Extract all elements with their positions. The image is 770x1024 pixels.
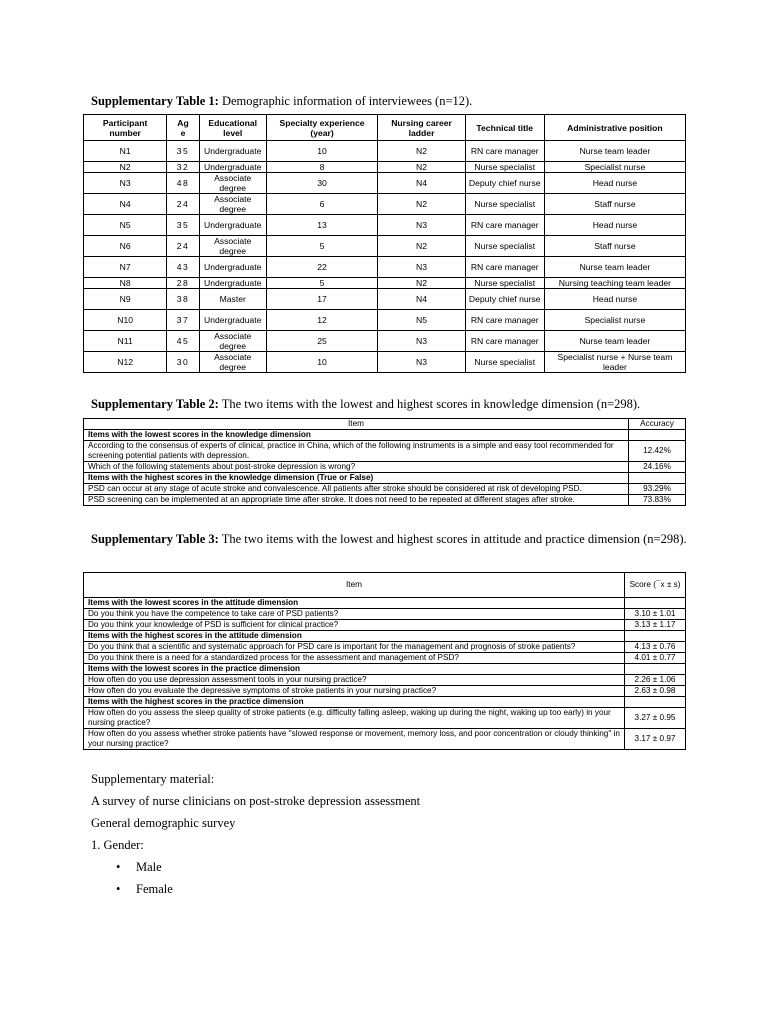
item-text: PSD can occur at any stage of acute stroke and convalescence. All patients after stroke should be considered at risk of developing PSD. bbox=[84, 484, 629, 495]
item-text: How often do you assess the sleep quality of stroke patients (e.g. difficulty falling asleep, waking up during the night, waking up too early) in your nursing practice? bbox=[84, 708, 625, 729]
table-cell: 17 bbox=[266, 289, 378, 310]
table-row bbox=[84, 686, 686, 697]
table-cell: Head nurse bbox=[544, 173, 685, 194]
table-cell: Deputy chief nurse bbox=[465, 289, 544, 310]
item-text: PSD screening can be implemented at an appropriate time after stroke. It does not need to be repeated at different stages after stroke. bbox=[84, 495, 629, 506]
table3-caption-label: Supplementary Table 3: bbox=[91, 532, 219, 546]
group-row bbox=[84, 697, 686, 708]
item-text: Do you think you have the competence to take care of PSD patients? bbox=[84, 609, 625, 620]
table-cell: Undergraduate bbox=[199, 278, 266, 289]
item-value: 4.13 ± 0.76 bbox=[625, 642, 686, 653]
table-row bbox=[84, 642, 686, 653]
group-row bbox=[84, 473, 686, 484]
group-label: Items with the highest scores in the practice dimension bbox=[84, 697, 625, 708]
table-cell: Specialist nurse + Nurse team leader bbox=[544, 352, 685, 373]
option-label: Male bbox=[136, 860, 162, 874]
table1-header-cell: Ag e bbox=[167, 115, 199, 141]
table-cell: Associate degree bbox=[199, 236, 266, 257]
table-cell: N2 bbox=[378, 194, 465, 215]
table-cell: 5 bbox=[266, 278, 378, 289]
table-row bbox=[84, 215, 686, 236]
table-cell: N2 bbox=[378, 278, 465, 289]
table-cell: 10 bbox=[266, 352, 378, 373]
table-row bbox=[84, 278, 686, 289]
table-cell: RN care manager bbox=[465, 141, 544, 162]
table-cell: 22 bbox=[266, 257, 378, 278]
bullet-icon: • bbox=[116, 882, 121, 896]
table-cell: 28 bbox=[167, 278, 199, 289]
table-cell: Staff nurse bbox=[544, 236, 685, 257]
table-cell: N2 bbox=[378, 162, 465, 173]
table-cell: 13 bbox=[266, 215, 378, 236]
table1-header-cell: Specialty experience (year) bbox=[266, 115, 378, 141]
table-cell: N4 bbox=[84, 194, 167, 215]
table-cell: 38 bbox=[167, 289, 199, 310]
table-cell: 30 bbox=[167, 352, 199, 373]
table-cell: Nurse team leader bbox=[544, 257, 685, 278]
table-row bbox=[84, 675, 686, 686]
table3-caption-text: The two items with the lowest and highest scores in attitude and practice dimension (n=298). bbox=[218, 532, 687, 546]
table-cell: RN care manager bbox=[465, 215, 544, 236]
table1-header-cell: Administrative position bbox=[544, 115, 685, 141]
table-cell: Deputy chief nurse bbox=[465, 173, 544, 194]
table-cell: N2 bbox=[378, 236, 465, 257]
table-cell: Undergraduate bbox=[199, 141, 266, 162]
item-value bbox=[625, 631, 686, 642]
item-text: How often do you assess whether stroke patients have "slowed response or movement, memory loss, and poor concentration or cloudy thinking" in your nursing practice? bbox=[84, 729, 625, 750]
table1-header-cell: Educational level bbox=[199, 115, 266, 141]
option-female bbox=[116, 882, 173, 897]
table-cell: 37 bbox=[167, 310, 199, 331]
table-row bbox=[84, 289, 686, 310]
option-male bbox=[116, 860, 162, 875]
table2-caption-label: Supplementary Table 2: bbox=[91, 397, 219, 411]
table-cell: N3 bbox=[84, 173, 167, 194]
item-value bbox=[629, 473, 686, 484]
demographics-table bbox=[83, 114, 686, 373]
table-cell: N10 bbox=[84, 310, 167, 331]
table-cell: N3 bbox=[378, 257, 465, 278]
item-text: Do you think there is a need for a standardized process for the assessment and management of PSD? bbox=[84, 653, 625, 664]
item-value: 3.10 ± 1.01 bbox=[625, 609, 686, 620]
table3-body bbox=[84, 598, 686, 750]
item-value: 73.83% bbox=[629, 495, 686, 506]
item-value bbox=[625, 598, 686, 609]
table-cell: 24 bbox=[167, 236, 199, 257]
table-row bbox=[84, 162, 686, 173]
table1-header-cell: Participant number bbox=[84, 115, 167, 141]
table-cell: 5 bbox=[266, 236, 378, 257]
item-text: According to the consensus of experts of clinical, practice in China, which of the following instruments is a simple and easy tool recommended for screening potential patients with depression. bbox=[84, 441, 629, 462]
table-row bbox=[84, 653, 686, 664]
knowledge-table bbox=[83, 418, 686, 506]
item-value: 3.27 ± 0.95 bbox=[625, 708, 686, 729]
item-text: How often do you evaluate the depressive symptoms of stroke patients in your nursing practice? bbox=[84, 686, 625, 697]
survey-section: General demographic survey bbox=[91, 816, 236, 830]
table1-header-cell: Technical title bbox=[465, 115, 544, 141]
table2-header-item: Item bbox=[84, 419, 629, 430]
item-value: 2.26 ± 1.06 bbox=[625, 675, 686, 686]
table3-caption bbox=[91, 528, 691, 550]
table-row bbox=[84, 194, 686, 215]
table-row bbox=[84, 609, 686, 620]
table-cell: N4 bbox=[378, 173, 465, 194]
table-cell: 25 bbox=[266, 331, 378, 352]
table1-header-cell: Nursing career ladder bbox=[378, 115, 465, 141]
table-row bbox=[84, 257, 686, 278]
group-label: Items with the highest scores in the attitude dimension bbox=[84, 631, 625, 642]
item-value: 2.63 ± 0.98 bbox=[625, 686, 686, 697]
group-label: Items with the lowest scores in the knowledge dimension bbox=[84, 430, 629, 441]
table-cell: N4 bbox=[378, 289, 465, 310]
group-label: Items with the lowest scores in the practice dimension bbox=[84, 664, 625, 675]
attitude-practice-table bbox=[83, 572, 686, 750]
table-cell: RN care manager bbox=[465, 331, 544, 352]
table-cell: 10 bbox=[266, 141, 378, 162]
table-cell: N2 bbox=[378, 141, 465, 162]
item-value bbox=[625, 664, 686, 675]
table-cell: 8 bbox=[266, 162, 378, 173]
table-cell: Specialist nurse bbox=[544, 310, 685, 331]
table-cell: 35 bbox=[167, 141, 199, 162]
table2-header-value: Accuracy bbox=[629, 419, 686, 430]
table-cell: RN care manager bbox=[465, 257, 544, 278]
table-cell: Nurse specialist bbox=[465, 162, 544, 173]
table-cell: N6 bbox=[84, 236, 167, 257]
table-row bbox=[84, 173, 686, 194]
table-cell: Head nurse bbox=[544, 215, 685, 236]
table-cell: Associate degree bbox=[199, 331, 266, 352]
table-cell: 6 bbox=[266, 194, 378, 215]
table-cell: Nurse specialist bbox=[465, 352, 544, 373]
table-cell: Nurse specialist bbox=[465, 278, 544, 289]
item-value bbox=[625, 697, 686, 708]
table-cell: Undergraduate bbox=[199, 257, 266, 278]
table-cell: Undergraduate bbox=[199, 310, 266, 331]
survey-question: 1. Gender: bbox=[91, 838, 144, 852]
item-value bbox=[629, 430, 686, 441]
table-cell: Associate degree bbox=[199, 173, 266, 194]
table-cell: N7 bbox=[84, 257, 167, 278]
table-cell: Nurse team leader bbox=[544, 141, 685, 162]
table-cell: N2 bbox=[84, 162, 167, 173]
table-cell: N11 bbox=[84, 331, 167, 352]
table3-header-row bbox=[84, 573, 686, 598]
table-row bbox=[84, 310, 686, 331]
table-cell: N12 bbox=[84, 352, 167, 373]
table-row bbox=[84, 495, 686, 506]
table-cell: Undergraduate bbox=[199, 215, 266, 236]
bullet-icon: • bbox=[116, 860, 121, 874]
table-cell: Nurse team leader bbox=[544, 331, 685, 352]
table2-caption bbox=[91, 396, 640, 414]
table-row bbox=[84, 236, 686, 257]
item-value: 12.42% bbox=[629, 441, 686, 462]
table-cell: 45 bbox=[167, 331, 199, 352]
item-text: Do you think that a scientific and systematic approach for PSD care is important for the management and prognosis of stroke patients? bbox=[84, 642, 625, 653]
item-value: 93.29% bbox=[629, 484, 686, 495]
table-row bbox=[84, 620, 686, 631]
table2-body bbox=[84, 430, 686, 506]
group-row bbox=[84, 631, 686, 642]
group-label: Items with the highest scores in the knowledge dimension (True or False) bbox=[84, 473, 629, 484]
table-cell: Staff nurse bbox=[544, 194, 685, 215]
table-row bbox=[84, 484, 686, 495]
table-cell: 12 bbox=[266, 310, 378, 331]
item-value: 24.16% bbox=[629, 462, 686, 473]
group-row bbox=[84, 598, 686, 609]
table-row bbox=[84, 331, 686, 352]
table-cell: Associate degree bbox=[199, 352, 266, 373]
table1-caption-text: Demographic information of interviewees (n=12). bbox=[218, 94, 473, 108]
supplementary-heading: Supplementary material: bbox=[91, 772, 215, 786]
table-cell: Head nurse bbox=[544, 289, 685, 310]
table-cell: 43 bbox=[167, 257, 199, 278]
table1-header-row bbox=[84, 115, 686, 141]
table-cell: Nurse specialist bbox=[465, 194, 544, 215]
table-cell: RN care manager bbox=[465, 310, 544, 331]
table-cell: Nursing teaching team leader bbox=[544, 278, 685, 289]
table-cell: N1 bbox=[84, 141, 167, 162]
item-value: 3.17 ± 0.97 bbox=[625, 729, 686, 750]
table1-body bbox=[84, 141, 686, 373]
table-row bbox=[84, 462, 686, 473]
table-cell: 48 bbox=[167, 173, 199, 194]
table-cell: Specialist nurse bbox=[544, 162, 685, 173]
table-cell: N5 bbox=[84, 215, 167, 236]
group-label: Items with the lowest scores in the attitude dimension bbox=[84, 598, 625, 609]
table-cell: N3 bbox=[378, 352, 465, 373]
table-cell: 32 bbox=[167, 162, 199, 173]
option-label: Female bbox=[136, 882, 173, 896]
table-cell: Master bbox=[199, 289, 266, 310]
table-cell: Nurse specialist bbox=[465, 236, 544, 257]
table-cell: N3 bbox=[378, 331, 465, 352]
table-row bbox=[84, 729, 686, 750]
table-cell: 35 bbox=[167, 215, 199, 236]
table2-caption-text: The two items with the lowest and highest scores in knowledge dimension (n=298). bbox=[218, 397, 641, 411]
group-row bbox=[84, 430, 686, 441]
item-text: Which of the following statements about post-stroke depression is wrong? bbox=[84, 462, 629, 473]
table1-caption-label: Supplementary Table 1: bbox=[91, 94, 219, 108]
table-cell: N3 bbox=[378, 215, 465, 236]
table-row bbox=[84, 141, 686, 162]
table-row bbox=[84, 352, 686, 373]
table1-caption bbox=[91, 93, 472, 111]
table3-header-value: Score (¯x ± s) bbox=[625, 573, 686, 598]
group-row bbox=[84, 664, 686, 675]
item-text: How often do you use depression assessment tools in your nursing practice? bbox=[84, 675, 625, 686]
item-text: Do you think your knowledge of PSD is sufficient for clinical practice? bbox=[84, 620, 625, 631]
table-cell: N9 bbox=[84, 289, 167, 310]
table-cell: N5 bbox=[378, 310, 465, 331]
table-row bbox=[84, 708, 686, 729]
table-cell: Associate degree bbox=[199, 194, 266, 215]
table2-header-row bbox=[84, 419, 686, 430]
table-row bbox=[84, 441, 686, 462]
table-cell: 24 bbox=[167, 194, 199, 215]
survey-title: A survey of nurse clinicians on post-stroke depression assessment bbox=[91, 794, 421, 808]
item-value: 3.13 ± 1.17 bbox=[625, 620, 686, 631]
table-cell: Undergraduate bbox=[199, 162, 266, 173]
table-cell: N8 bbox=[84, 278, 167, 289]
table3-header-item: Item bbox=[84, 573, 625, 598]
item-value: 4.01 ± 0.77 bbox=[625, 653, 686, 664]
table-cell: 30 bbox=[266, 173, 378, 194]
